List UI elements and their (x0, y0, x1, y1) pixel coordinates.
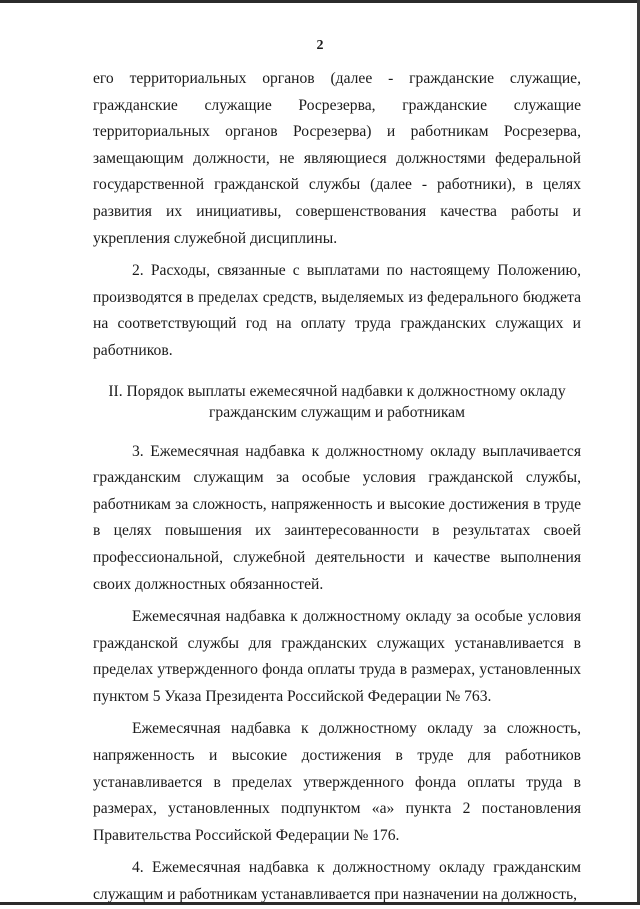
document-body (93, 66, 581, 909)
paragraph-clause-4: 4. Ежемесячная надбавка к должностному окладу гражданским служащим и работникам устанавливается при назначении на должность, (93, 859, 581, 904)
section-title-line-2: гражданским служащим и работникам (209, 403, 465, 421)
page-number: 2 (316, 38, 324, 53)
scan-edge-top (0, 0, 640, 3)
paragraph-complexity-allowance: Ежемесячная надбавка к должностному окладу за сложность, напряженность и высокие достижения в труде для работников устанавливается в пределах утвержденного фонда оплаты труда в размерах, установленных подпунктом «а» пункта 2 постановления Правительства Российской Федерации № 176. (93, 720, 581, 844)
paragraph-clause-3: 3. Ежемесячная надбавка к должностному окладу выплачивается гражданским служащим за особые условия гражданской службы, работникам за сложность, напряженность и высокие достижения в труде в целях повышения их заинтересованности в результатах своей профессиональной, служебной деятельности и качестве выполнения своих должностных обязанностей. (93, 442, 581, 593)
paragraph-special-conditions: Ежемесячная надбавка к должностному окладу за особые условия гражданской службы для гражданских служащих устанавливается в пределах утвержденного фонда оплаты труда в размерах, установленных пунктом 5 Указа Президента Российской Федерации № 763. (93, 608, 581, 705)
section-title-line-1: II. Порядок выплаты ежемесячной надбавки к должностному окладу (108, 382, 566, 400)
paragraph-clause-2: 2. Расходы, связанные с выплатами по настоящему Положению, производятся в пределах средств, выделяемых из федерального бюджета на соответствующий год на оплату труда гражданских служащих и работников. (93, 262, 581, 359)
paragraph-intro-continuation: его территориальных органов (далее - гражданские служащие, гражданские служащие Росрезерва, гражданские служащие территориальных органов Росрезерва) и работникам Росрезерва, замещающим должности, не являющиеся должностями федеральной государственной гражданской службы (далее - работники), в целях развития их инициативы, совершенствования качества работы и укрепления служебной дисциплины. (93, 70, 581, 247)
section-title (93, 381, 581, 423)
